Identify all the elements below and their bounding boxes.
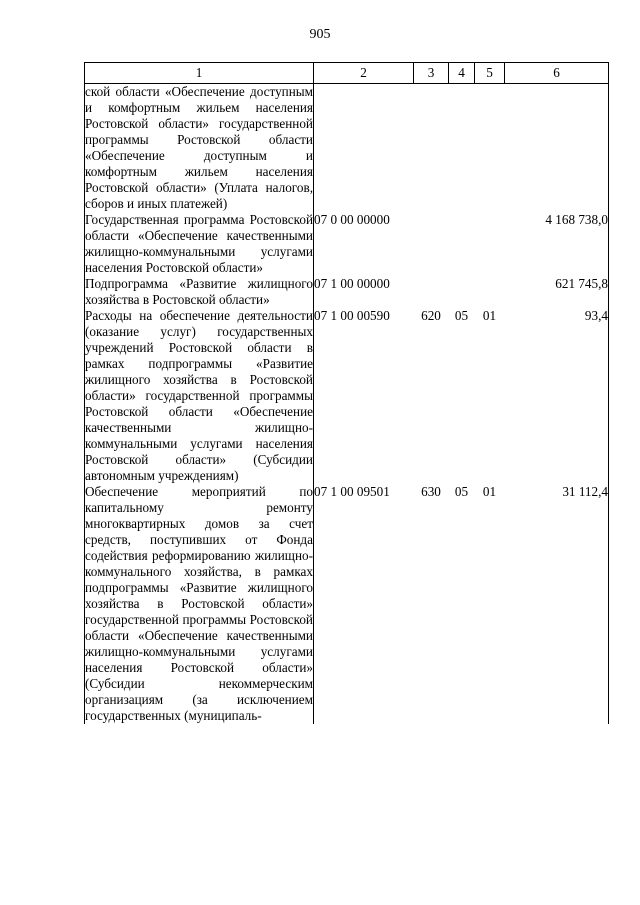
row-pr [475, 212, 505, 276]
table-header-row [85, 63, 609, 84]
table-row [85, 276, 609, 308]
row-name: Подпрограмма «Развитие жилищного хозяйства в Ростовской области» [85, 276, 313, 307]
header-col-1: 1 [85, 63, 314, 84]
row-amount: 621 745,8 [505, 276, 609, 308]
row-code: 07 0 00 00000 [314, 212, 414, 276]
row-vr: 620 [421, 308, 441, 323]
row-rz [449, 84, 475, 213]
row-vr [414, 212, 449, 276]
row-pr [475, 276, 505, 308]
row-vr: 630 [421, 484, 441, 499]
row-vr [414, 276, 449, 308]
row-name: Обеспечение мероприятий по капитальному ремонту многоквартирных домов за счет средств, поступивших от Фонда содействия реформированию жилищно-коммунального хозяйства, в рамках подпрограммы «Развитие жилищного хозяйства в Ростовской области» государственной программы Ростовской области «Обеспечение качественными жилищно-коммунальными услугами населения Ростовской области» (Субсидии некоммерческим организациям (за исключением государственных (муниципаль- [85, 484, 313, 723]
row-vr [414, 84, 449, 213]
row-rz [449, 212, 475, 276]
row-amount [505, 84, 609, 213]
table-row [85, 84, 609, 213]
table-row [85, 212, 609, 276]
row-pr [475, 84, 505, 213]
row-amount: 4 168 738,0 [505, 212, 609, 276]
row-code: 07 1 00 09501 [314, 484, 414, 724]
header-col-6: 6 [505, 63, 609, 84]
table-row [85, 308, 609, 484]
row-rz: 05 [454, 484, 469, 499]
row-pr: 01 [482, 484, 497, 499]
row-code: 07 1 00 00000 [314, 276, 414, 308]
row-code [314, 84, 414, 213]
table-row [85, 484, 609, 724]
row-rz [449, 276, 475, 308]
row-amount: 93,4 [505, 308, 609, 484]
row-pr: 01 [482, 308, 497, 323]
row-amount: 31 112,4 [505, 484, 609, 724]
header-col-3: 3 [414, 63, 449, 84]
row-code: 07 1 00 00590 [314, 308, 414, 484]
header-col-4: 4 [449, 63, 475, 84]
budget-table [84, 62, 609, 724]
row-name: Расходы на обеспечение деятельности (оказание услуг) государственных учреждений Ростовской области в рамках подпрограммы «Развитие жилищного хозяйства в Ростовской области» государственной программы Ростовской области «Обеспечение качественными жилищно-коммунальными услугами населения Ростовской области» (Субсидии автономным учреждениям) [85, 308, 313, 483]
row-rz: 05 [454, 308, 469, 323]
header-col-2: 2 [314, 63, 414, 84]
page-number: 905 [309, 27, 331, 42]
row-name: Государственная программа Ростовской области «Обеспечение качественными жилищно-коммунальными услугами населения Ростовской области» [85, 212, 313, 275]
row-name: ской области «Обеспечение доступным и комфортным жильем населения Ростовской области» государственной программы Ростовской области «Обеспечение доступным и комфортным жильем населения Ростовской области» (Уплата налогов, сборов и иных платежей) [85, 84, 313, 211]
header-col-5: 5 [475, 63, 505, 84]
